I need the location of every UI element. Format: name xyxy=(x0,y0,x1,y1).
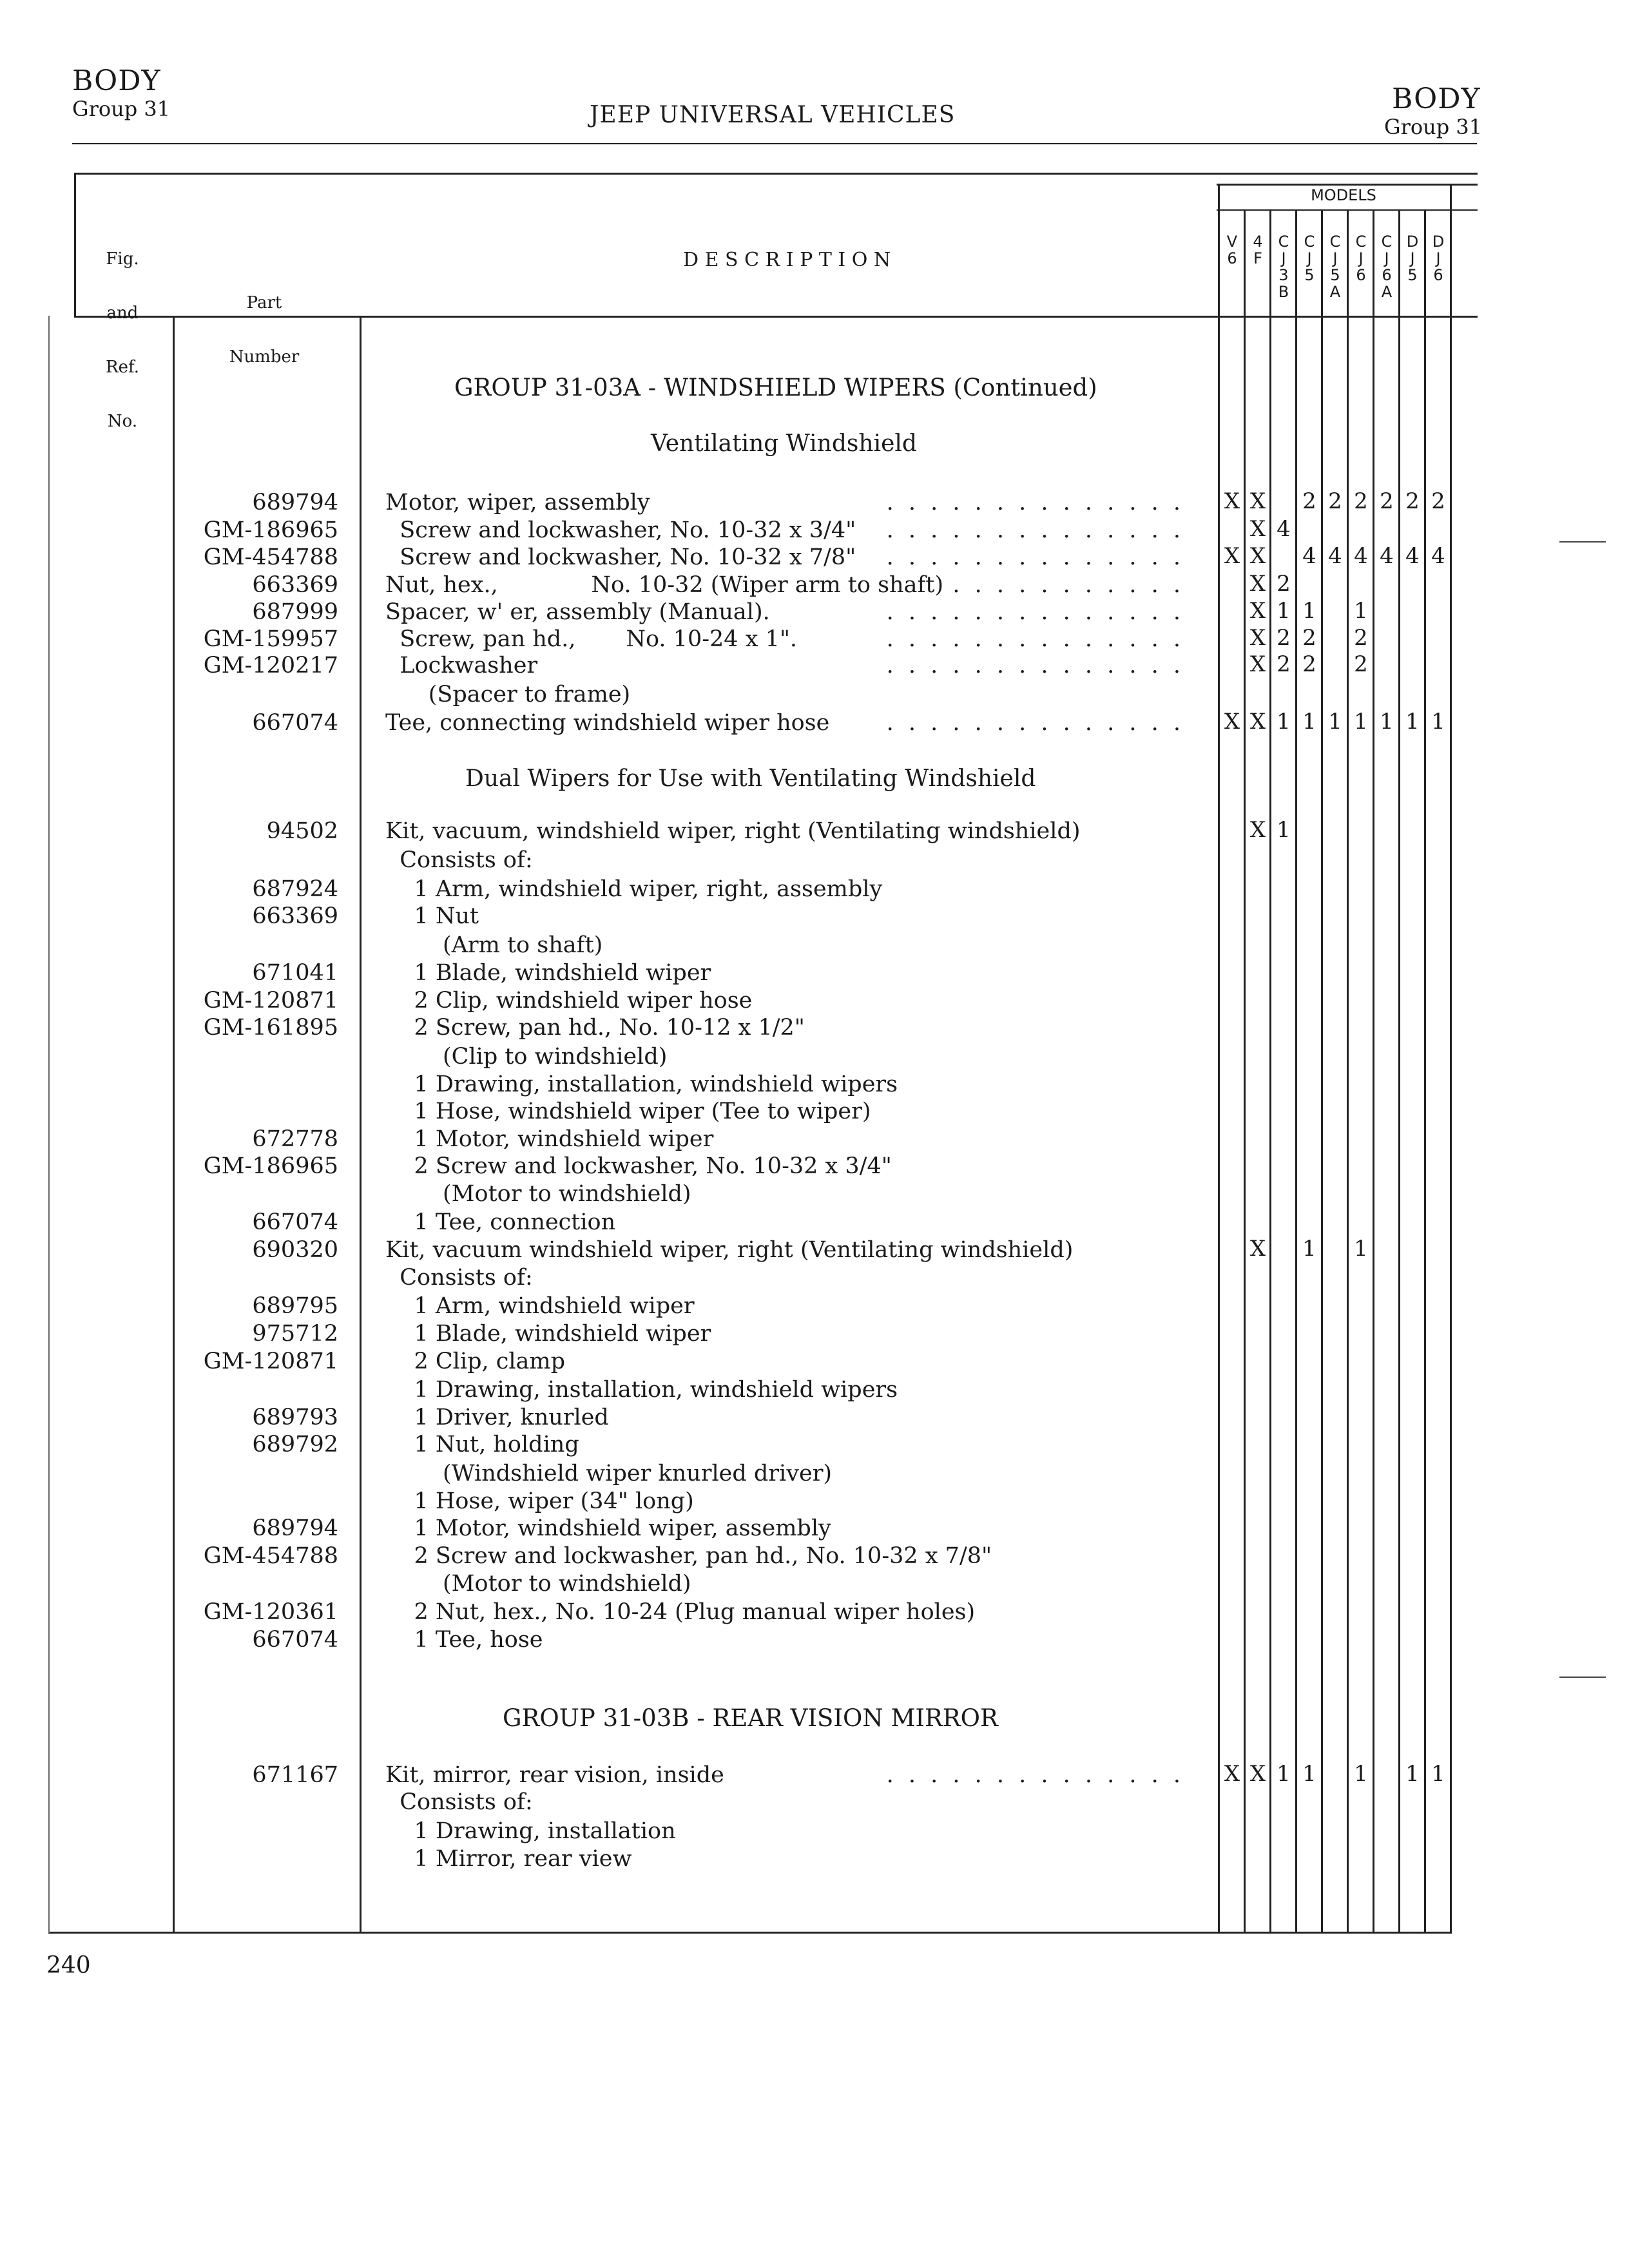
part-description: 1 Tee, connection xyxy=(385,1209,616,1235)
model-column-line xyxy=(1424,209,1426,1933)
part-description: Consists of: xyxy=(385,847,533,873)
part-description: Consists of: xyxy=(385,1789,533,1815)
part-description: Lockwasher xyxy=(385,653,538,678)
part-label-line: Number xyxy=(229,347,300,367)
col-header-description: D E S C R I P T I O N xyxy=(683,249,891,271)
leader-dots: . . . . . . . . . . . . . . xyxy=(886,599,1184,625)
model-quantity: 1 xyxy=(1354,1761,1368,1787)
part-number: 689794 xyxy=(252,1515,338,1541)
table-left-border xyxy=(48,316,50,1933)
model-header-char: 6 xyxy=(1433,266,1443,284)
model-quantity: 1 xyxy=(1380,709,1394,735)
part-number: 663369 xyxy=(252,903,338,929)
model-quantity: 2 xyxy=(1354,488,1368,514)
col-divider-fig-part xyxy=(173,316,175,1933)
model-quantity: 2 xyxy=(1354,625,1368,651)
model-quantity: X xyxy=(1249,817,1266,843)
part-description: Kit, vacuum, windshield wiper, right (Ventilating windshield) xyxy=(385,818,1081,844)
model-column-line xyxy=(1295,209,1297,1933)
model-quantity: 1 xyxy=(1302,598,1316,624)
model-column-line xyxy=(1373,209,1374,1933)
model-header-char: 4 xyxy=(1253,233,1263,251)
part-number: GM-159957 xyxy=(203,626,338,652)
part-description: Nut, hex., No. 10-32 (Wiper arm to shaft) xyxy=(385,572,944,598)
model-header-char: D xyxy=(1432,233,1445,251)
part-number: 975712 xyxy=(252,1321,338,1347)
table-left-border-top xyxy=(74,173,76,316)
model-header-char: B xyxy=(1278,283,1289,301)
model-quantity: 1 xyxy=(1277,709,1291,735)
part-description: Tee, connecting windshield wiper hose xyxy=(385,710,830,736)
part-number: 94502 xyxy=(266,818,338,844)
model-header-char: 6 xyxy=(1382,266,1392,284)
model-column-line xyxy=(1218,184,1220,1933)
header-right-group: Group 31 xyxy=(1384,115,1483,139)
model-quantity: 2 xyxy=(1431,488,1445,514)
model-quantity: 4 xyxy=(1328,543,1342,569)
margin-mark xyxy=(1559,1677,1606,1678)
model-header-char: 6 xyxy=(1356,266,1366,284)
model-header-char: C xyxy=(1278,233,1289,251)
model-header-char: 5 xyxy=(1330,266,1340,284)
model-quantity: 2 xyxy=(1302,625,1316,651)
model-header xyxy=(1271,233,1296,300)
part-description: 1 Nut xyxy=(385,903,479,929)
part-number: 689793 xyxy=(252,1405,338,1430)
part-description: Kit, mirror, rear vision, inside xyxy=(385,1762,724,1788)
part-number: 672778 xyxy=(252,1126,338,1152)
model-quantity: 4 xyxy=(1302,543,1316,569)
part-number: 671167 xyxy=(252,1762,338,1788)
part-description: (Motor to windshield) xyxy=(385,1571,691,1597)
model-header-char: V xyxy=(1226,233,1238,251)
models-top-border xyxy=(1217,184,1478,186)
model-quantity: 1 xyxy=(1277,1761,1291,1787)
header-right-title: BODY xyxy=(1392,82,1481,115)
part-number: 690320 xyxy=(252,1237,338,1263)
model-header-char: 3 xyxy=(1278,266,1289,284)
part-description: Kit, vacuum windshield wiper, right (Ventilating windshield) xyxy=(385,1237,1074,1263)
model-header-char: C xyxy=(1329,233,1341,251)
part-number: 671041 xyxy=(252,960,338,986)
model-quantity: X xyxy=(1249,651,1266,677)
part-description: Screw and lockwasher, No. 10-32 x 7/8" xyxy=(385,544,856,570)
header-rule xyxy=(72,143,1477,144)
subtitle-dual-wipers: Dual Wipers for Use with Ventilating Windshield xyxy=(465,765,1036,792)
part-description: 1 Drawing, installation, windshield wipers xyxy=(385,1377,898,1403)
part-number: 667074 xyxy=(252,1627,338,1653)
model-header-char: J xyxy=(1358,249,1364,267)
model-header xyxy=(1425,233,1451,284)
model-header-char: J xyxy=(1436,249,1441,267)
table-bottom-border xyxy=(48,1932,1452,1934)
model-column-line xyxy=(1398,209,1400,1933)
part-description: 1 Mirror, rear view xyxy=(385,1846,632,1872)
part-description: 1 Motor, windshield wiper, assembly xyxy=(385,1515,831,1541)
fig-label-line: Ref. xyxy=(106,358,139,377)
model-header-char: J xyxy=(1384,249,1389,267)
part-number: GM-120361 xyxy=(203,1599,338,1625)
part-description: 1 Blade, windshield wiper xyxy=(385,960,711,986)
model-quantity: 2 xyxy=(1405,488,1420,514)
model-header-char: 5 xyxy=(1407,266,1418,284)
part-description: Consists of: xyxy=(385,1265,533,1291)
part-number: 689794 xyxy=(252,490,338,515)
model-header xyxy=(1374,233,1400,300)
model-quantity: X xyxy=(1249,1761,1266,1787)
model-quantity: 1 xyxy=(1405,1761,1420,1787)
part-number: GM-186965 xyxy=(203,517,338,543)
leader-dots: . . . . . . . . . . . . . . xyxy=(886,626,1184,652)
leader-dots: . . . . . . . . . . . . . . xyxy=(886,710,1184,736)
part-number: GM-454788 xyxy=(203,544,338,570)
part-number: GM-186965 xyxy=(203,1153,338,1179)
col-header-models: MODELS xyxy=(1311,186,1376,204)
model-header xyxy=(1296,233,1322,284)
model-quantity: 1 xyxy=(1302,1236,1316,1262)
part-description: Screw, pan hd., No. 10-24 x 1". xyxy=(385,626,798,652)
header-left-group: Group 31 xyxy=(72,97,171,121)
col-header-part xyxy=(213,258,316,384)
model-header xyxy=(1348,233,1374,284)
leader-dots: . . . . . . . . . . . xyxy=(952,572,1184,598)
part-description: (Windshield wiper knurled driver) xyxy=(385,1461,833,1486)
model-quantity: X xyxy=(1224,1761,1240,1787)
model-header xyxy=(1219,233,1245,267)
model-quantity: 1 xyxy=(1354,1236,1368,1262)
margin-mark xyxy=(1559,541,1606,543)
page-number: 240 xyxy=(46,1952,91,1979)
part-description: 1 Drawing, installation xyxy=(385,1818,676,1844)
leader-dots: . . . . . . . . . . . . . . xyxy=(886,1762,1184,1788)
model-quantity: X xyxy=(1249,598,1266,624)
model-quantity: 2 xyxy=(1277,651,1291,677)
model-column-line xyxy=(1321,209,1323,1933)
part-description: (Spacer to frame) xyxy=(385,682,631,707)
part-description: 1 Hose, windshield wiper (Tee to wiper) xyxy=(385,1099,871,1124)
section-title-windshield-wipers: GROUP 31-03A - WINDSHIELD WIPERS (Continued) xyxy=(454,374,1097,401)
model-quantity: X xyxy=(1249,571,1266,597)
part-description: 2 Clip, clamp xyxy=(385,1349,565,1374)
part-description: Spacer, w' er, assembly (Manual). xyxy=(385,599,770,625)
model-quantity: X xyxy=(1249,488,1266,514)
model-quantity: 2 xyxy=(1277,625,1291,651)
part-number: GM-454788 xyxy=(203,1543,338,1569)
part-description: 1 Arm, windshield wiper xyxy=(385,1293,695,1319)
model-quantity: 2 xyxy=(1302,651,1316,677)
part-number: 687999 xyxy=(252,599,338,625)
model-header-char: J xyxy=(1281,249,1286,267)
header-left-title: BODY xyxy=(72,64,161,97)
part-number: GM-161895 xyxy=(203,1015,338,1041)
model-quantity: 1 xyxy=(1277,598,1291,624)
model-header-char: A xyxy=(1381,283,1393,301)
model-quantity: X xyxy=(1249,625,1266,651)
part-number: GM-120871 xyxy=(203,1349,338,1374)
model-quantity: 1 xyxy=(1354,598,1368,624)
subtitle-ventilating-windshield: Ventilating Windshield xyxy=(651,430,917,457)
section-title-rear-vision-mirror: GROUP 31-03B - REAR VISION MIRROR xyxy=(503,1704,998,1732)
model-header-char: F xyxy=(1253,249,1262,267)
part-description: 1 Arm, windshield wiper, right, assembly xyxy=(385,876,883,902)
model-quantity: X xyxy=(1249,516,1266,542)
part-description: 1 Hose, wiper (34" long) xyxy=(385,1488,694,1514)
model-header-char: C xyxy=(1355,233,1367,251)
model-quantity: 2 xyxy=(1354,651,1368,677)
fig-label-line: and xyxy=(106,303,139,323)
model-header-char: J xyxy=(1410,249,1415,267)
part-description: 2 Screw and lockwasher, No. 10-32 x 3/4" xyxy=(385,1153,892,1179)
part-description: 2 Screw, pan hd., No. 10-12 x 1/2" xyxy=(385,1015,805,1041)
part-description: 1 Nut, holding xyxy=(385,1432,579,1457)
model-quantity: 1 xyxy=(1277,817,1291,843)
model-quantity: 1 xyxy=(1431,709,1445,735)
part-description: 1 Tee, hose xyxy=(385,1627,543,1653)
leader-dots: . . . . . . . . . . . . . . xyxy=(886,517,1184,543)
part-number: 667074 xyxy=(252,710,338,736)
model-header-char: A xyxy=(1329,283,1341,301)
model-header-char: C xyxy=(1304,233,1315,251)
model-quantity: X xyxy=(1249,709,1266,735)
leader-dots: . . . . . . . . . . . . . . xyxy=(886,653,1184,678)
model-quantity: X xyxy=(1249,543,1266,569)
model-quantity: 4 xyxy=(1405,543,1420,569)
part-number: 689795 xyxy=(252,1293,338,1319)
model-quantity: X xyxy=(1224,543,1240,569)
model-quantity: 1 xyxy=(1328,709,1342,735)
model-header-char: J xyxy=(1307,249,1312,267)
model-quantity: 4 xyxy=(1380,543,1394,569)
model-quantity: 2 xyxy=(1277,571,1291,597)
model-header-char: 6 xyxy=(1227,249,1237,267)
part-description: (Motor to windshield) xyxy=(385,1181,691,1207)
model-quantity: X xyxy=(1224,488,1240,514)
part-description: 2 Screw and lockwasher, pan hd., No. 10-32 x 7/8" xyxy=(385,1543,992,1569)
model-column-line xyxy=(1269,209,1271,1933)
model-header-char: 5 xyxy=(1304,266,1315,284)
part-number: 663369 xyxy=(252,572,338,598)
part-description: Screw and lockwasher, No. 10-32 x 3/4" xyxy=(385,517,856,543)
col-divider-part-desc xyxy=(360,316,361,1933)
part-description: 1 Blade, windshield wiper xyxy=(385,1321,711,1347)
model-quantity: 1 xyxy=(1431,1761,1445,1787)
part-number: 667074 xyxy=(252,1209,338,1235)
model-header xyxy=(1245,233,1271,267)
model-quantity: 1 xyxy=(1405,709,1420,735)
part-number: GM-120871 xyxy=(203,988,338,1014)
part-label-line: Part xyxy=(246,293,282,312)
fig-label-line: No. xyxy=(107,412,138,431)
model-header xyxy=(1322,233,1348,300)
model-quantity: 1 xyxy=(1302,1761,1316,1787)
header-center-title: JEEP UNIVERSAL VEHICLES xyxy=(590,102,956,128)
model-column-line xyxy=(1450,184,1452,1933)
model-quantity: 4 xyxy=(1354,543,1368,569)
model-quantity: 4 xyxy=(1431,543,1445,569)
part-number: 687924 xyxy=(252,876,338,902)
model-quantity: 1 xyxy=(1354,709,1368,735)
model-column-line xyxy=(1244,209,1246,1933)
model-header-char: J xyxy=(1333,249,1338,267)
leader-dots: . . . . . . . . . . . . . . xyxy=(886,544,1184,570)
model-quantity: 1 xyxy=(1302,709,1316,735)
part-description: (Arm to shaft) xyxy=(385,932,603,958)
fig-label-line: Fig. xyxy=(106,249,139,269)
part-description: (Clip to windshield) xyxy=(385,1044,668,1070)
model-column-line xyxy=(1347,209,1349,1933)
table-top-border xyxy=(74,173,1478,175)
part-description: 1 Driver, knurled xyxy=(385,1405,609,1430)
part-description: 2 Nut, hex., No. 10-24 (Plug manual wiper holes) xyxy=(385,1599,976,1625)
model-quantity: 2 xyxy=(1328,488,1342,514)
part-description: Motor, wiper, assembly xyxy=(385,490,650,515)
part-description: 2 Clip, windshield wiper hose xyxy=(385,988,753,1014)
model-quantity: 2 xyxy=(1380,488,1394,514)
model-header xyxy=(1400,233,1425,284)
model-quantity: X xyxy=(1249,1236,1266,1262)
model-quantity: 2 xyxy=(1302,488,1316,514)
model-quantity: 4 xyxy=(1277,516,1291,542)
part-number: 689792 xyxy=(252,1432,338,1457)
leader-dots: . . . . . . . . . . . . . . xyxy=(886,490,1184,515)
part-number: GM-120217 xyxy=(203,653,338,678)
col-header-fig xyxy=(84,214,161,448)
part-description: 1 Drawing, installation, windshield wipers xyxy=(385,1072,898,1097)
part-description: 1 Motor, windshield wiper xyxy=(385,1126,714,1152)
model-header-char: C xyxy=(1381,233,1393,251)
model-quantity: X xyxy=(1224,709,1240,735)
model-header-char: D xyxy=(1406,233,1419,251)
